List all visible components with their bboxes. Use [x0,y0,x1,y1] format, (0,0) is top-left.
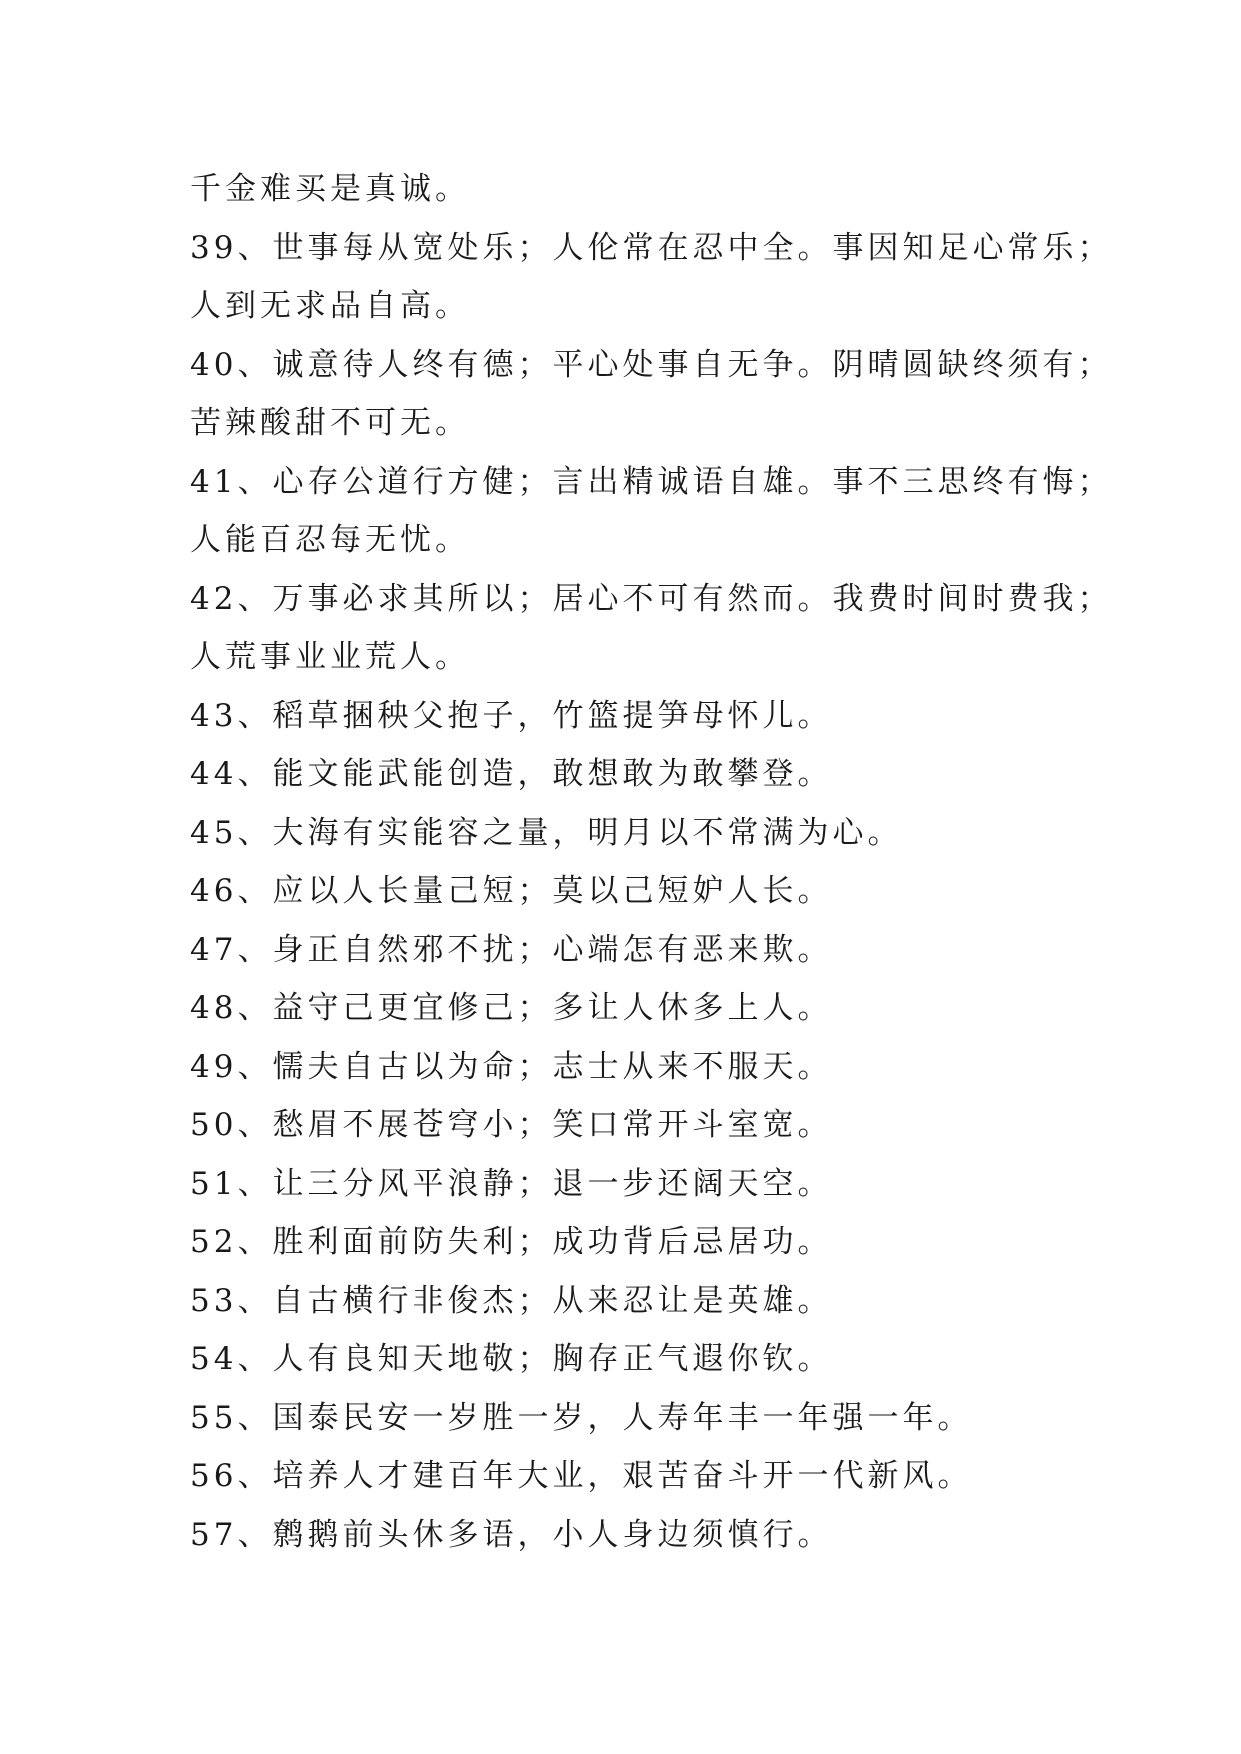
text-line: 39、世事每从宽处乐；人伦常在忍中全。事因知足心常乐； [190,229,1113,266]
text-line: 人荒事业业荒人。 [190,639,470,675]
text-line: 千金难买是真诚。 [190,171,470,207]
text-line: 44、能文能武能创造，敢想敢为敢攀登。 [190,756,833,792]
text-line: 48、益守己更宜修己；多让人休多上人。 [190,990,833,1026]
text-line: 57、鹩鹅前头休多语，小人身边须慎行。 [190,1516,833,1553]
text-line: 50、愁眉不展苍穹小；笑口常开斗室宽。 [190,1107,833,1143]
document-body [190,160,1113,1564]
text-line: 人能百忍每无忧。 [190,522,470,558]
text-line: 43、稻草捆秧父抱子，竹篮提笋母怀儿。 [190,697,833,734]
text-line: 51、让三分风平浪静；退一步还阔天空。 [190,1165,833,1202]
text-line: 52、胜利面前防失利；成功背后忌居功。 [190,1224,833,1260]
text-line: 49、懦夫自古以为命；志士从来不服天。 [190,1048,833,1085]
text-line: 苦辣酸甜不可无。 [190,405,470,441]
text-line: 41、心存公道行方健；言出精诚语自雄。事不三思终有悔； [190,463,1113,500]
text-line: 42、万事必求其所以；居心不可有然而。我费时间时费我； [190,580,1113,617]
text-line: 45、大海有实能容之量，明月以不常满为心。 [190,814,903,851]
text-line: 54、人有良知天地敬；胸存正气遐你钦。 [190,1341,833,1377]
text-line: 人到无求品自高。 [190,288,470,324]
text-line: 40、诚意待人终有德；平心处事自无争。阴晴圆缺终须有； [190,346,1113,383]
text-line: 47、身正自然邪不扰；心端怎有恶来欺。 [190,931,833,968]
text-line: 55、国泰民安一岁胜一岁，人寿年丰一年强一年。 [190,1399,973,1436]
text-line: 56、培养人才建百年大业，艰苦奋斗开一代新风。 [190,1458,973,1494]
text-line: 46、应以人长量己短；莫以己短妒人长。 [190,873,833,909]
text-line: 53、自古横行非俊杰；从来忍让是英雄。 [190,1282,833,1319]
